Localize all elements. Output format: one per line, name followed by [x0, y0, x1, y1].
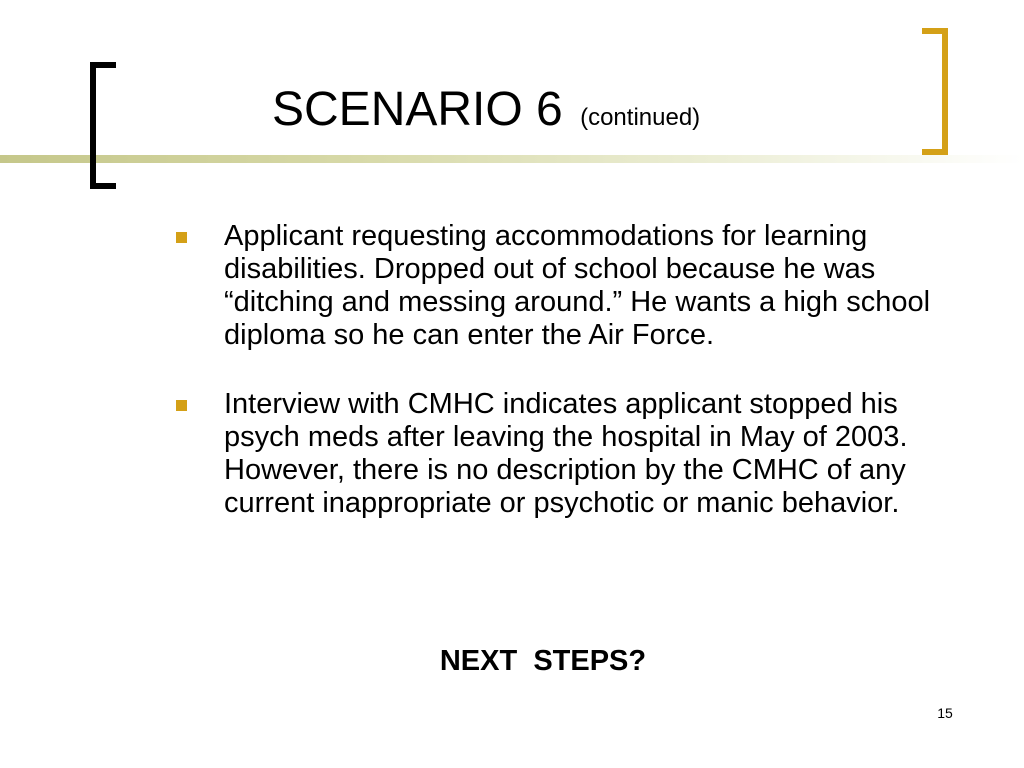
- square-bullet-icon: [176, 400, 187, 411]
- bullet-item: [172, 220, 932, 352]
- bullet-item: [172, 388, 932, 520]
- bullet-text: Applicant requesting accommodations for learning disabilities. Dropped out of school because he was “ditching and messing around.” He wants a high school diploma so he can enter the Air Force.: [224, 220, 931, 351]
- slide-number: 15: [937, 705, 953, 721]
- slide-title-text: SCENARIO 6: [272, 83, 563, 136]
- bullet-list: [172, 220, 932, 556]
- square-bullet-icon: [176, 232, 187, 243]
- title-underline-band: [0, 155, 1024, 163]
- slide-subtitle: (continued): [580, 104, 701, 131]
- right-bracket-decoration: [922, 28, 948, 155]
- left-bracket-decoration: [90, 62, 116, 189]
- next-steps-prompt: NEXT STEPS?: [439, 645, 647, 677]
- bullet-text: Interview with CMHC indicates applicant stopped his psych meds after leaving the hospital in May of 2003. However, there is no description by the CMHC of any current inappropriate or psychotic or manic behavior.: [224, 388, 908, 519]
- slide-title: [272, 80, 700, 148]
